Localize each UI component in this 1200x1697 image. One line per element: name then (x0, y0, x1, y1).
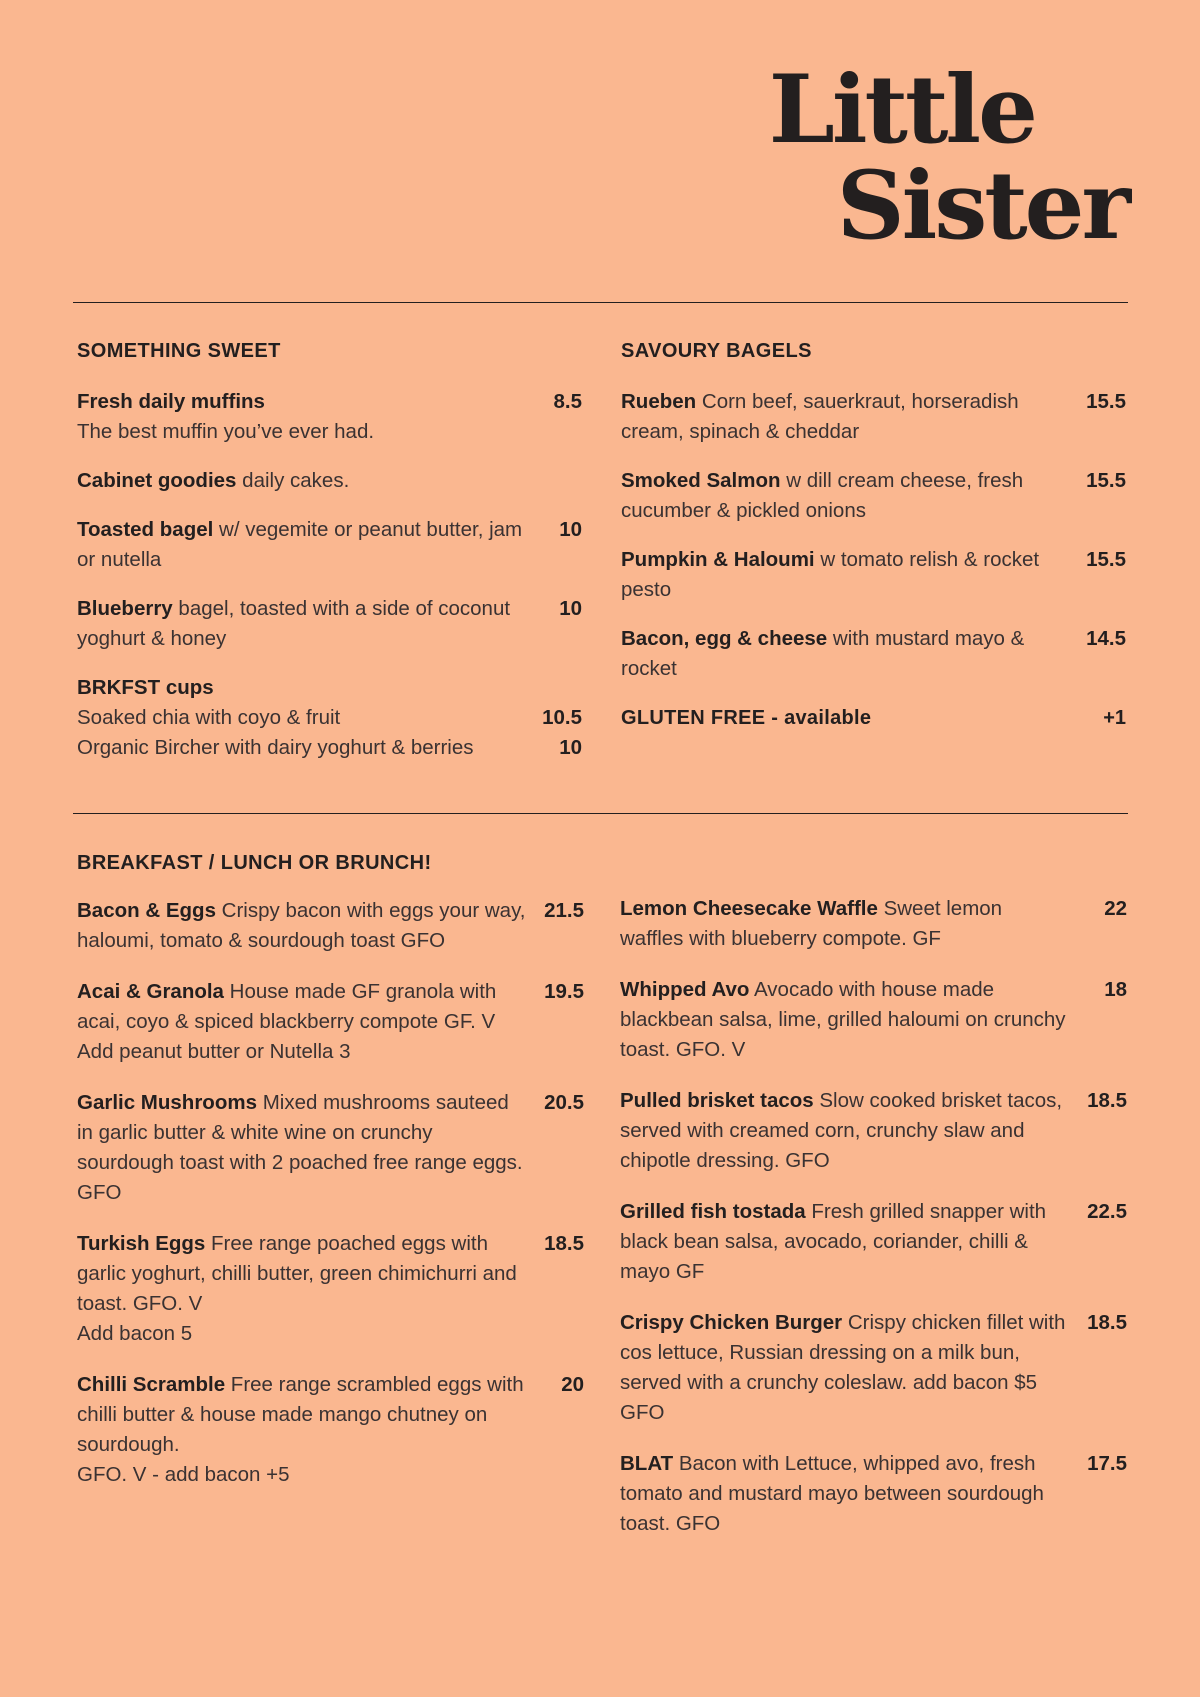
menu-item (77, 466, 582, 496)
breakfast-left-column (77, 896, 584, 1511)
item-name: Bacon, egg & cheese (621, 627, 828, 650)
item-detail: Mixed mushrooms sauteed in garlic butter & white wine on crunchy sourdough toast with 2 poached free range eggs. GFO (77, 1091, 523, 1204)
menu-item (621, 466, 1126, 526)
item-price: 18 (1104, 978, 1127, 1001)
item-name: Turkish Eggs (77, 1232, 206, 1255)
menu-item (620, 894, 1127, 954)
item-price: 18.5 (544, 1232, 584, 1255)
item-detail: Corn beef, sauerkraut, horseradish cream, spinach & cheddar (621, 390, 1019, 443)
item-name: BLAT (620, 1452, 674, 1475)
item-name: Lemon Cheesecake Waffle (620, 897, 878, 920)
item-description (77, 594, 527, 654)
item-price: 17.5 (1087, 1452, 1127, 1475)
item-name: Smoked Salmon (621, 469, 781, 492)
menu-item (77, 1229, 584, 1349)
item-description (620, 894, 1070, 954)
breakfast-right-column (620, 894, 1127, 1560)
logo-line-1: Little (768, 55, 1035, 165)
item-detail: w dill cream cheese, fresh cucumber & pickled onions (621, 469, 1024, 522)
item-detail: House made GF granola with acai, coyo & spiced blackberry compote GF. V (77, 980, 497, 1033)
item-price: 21.5 (544, 899, 584, 922)
item-detail: Free range scrambled eggs with chilli butter & house made mango chutney on sourdough. (77, 1373, 524, 1456)
item-detail: Fresh grilled snapper with black bean salsa, avocado, coriander, chilli & mayo GF (620, 1200, 1047, 1283)
menu-item (621, 387, 1126, 447)
item-price: 8.5 (553, 390, 582, 413)
item-name: Acai & Granola (77, 980, 224, 1003)
breakfast-heading: BREAKFAST / LUNCH OR BRUNCH! (77, 852, 432, 874)
item-description (77, 515, 527, 575)
item-extra: Add peanut butter or Nutella 3 (77, 1040, 351, 1063)
item-description (77, 896, 527, 956)
item-description (620, 975, 1070, 1065)
item-detail: Free range poached eggs with garlic yoghurt, chilli butter, green chimichurri and toast. GFO. V (77, 1232, 517, 1315)
menu-item (620, 1308, 1127, 1428)
menu-item (77, 594, 582, 654)
savoury-bagels-section (621, 339, 1126, 733)
divider-top (73, 302, 1128, 303)
item-extra: Add bacon 5 (77, 1322, 193, 1345)
item-description (621, 624, 1071, 684)
item-detail: with mustard mayo & rocket (621, 627, 1025, 680)
item-name: Pumpkin & Haloumi (621, 548, 815, 571)
item-description (77, 466, 527, 496)
logo-line-2: Sister (836, 151, 1128, 261)
item-name: BRKFST cups (77, 676, 214, 699)
item-name: Blueberry (77, 597, 173, 620)
item-name: Toasted bagel (77, 518, 214, 541)
item-name: Fresh daily muffins (77, 390, 265, 413)
menu-item (620, 1086, 1127, 1176)
menu-item (77, 515, 582, 575)
item-detail: Crispy bacon with eggs your way, haloumi, tomato & sourdough toast GFO (77, 899, 526, 952)
item-name: Garlic Mushrooms (77, 1091, 257, 1114)
item-price: 15.5 (1086, 390, 1126, 413)
item-name: Chilli Scramble (77, 1373, 226, 1396)
item-price: 15.5 (1086, 548, 1126, 571)
item-description (77, 1088, 527, 1208)
item-description (621, 545, 1071, 605)
item-detail: Sweet lemon waffles with blueberry compote. GF (620, 897, 1003, 950)
menu-item (77, 1088, 584, 1208)
menu-item (621, 545, 1126, 605)
item-description (621, 387, 1071, 447)
cup-option-label: Organic Bircher with dairy yoghurt & berries (77, 736, 474, 759)
logo (765, 55, 1128, 261)
section-heading: SAVOURY BAGELS (621, 340, 812, 362)
item-price: 14.5 (1086, 627, 1126, 650)
item-description (620, 1197, 1070, 1287)
item-description (77, 1229, 527, 1349)
menu-item (620, 975, 1127, 1065)
item-detail: Slow cooked brisket tacos, served with creamed corn, crunchy slaw and chipotle dressing. GFO (620, 1089, 1063, 1172)
menu-item (620, 1197, 1127, 1287)
something-sweet-section (77, 339, 582, 763)
item-price: 22 (1104, 897, 1127, 920)
menu-item (77, 977, 584, 1067)
item-name: Crispy Chicken Burger (620, 1311, 843, 1334)
gluten-free-price: +1 (1103, 707, 1126, 729)
item-detail: Crispy chicken fillet with cos lettuce, Russian dressing on a milk bun, served with a crunchy coleslaw. add bacon $5 GFO (620, 1311, 1066, 1424)
cup-option-price: 10.5 (542, 706, 582, 729)
item-price: 10 (559, 518, 582, 541)
menu-item (620, 1449, 1127, 1539)
menu-item (77, 387, 582, 447)
item-name: Rueben (621, 390, 697, 413)
item-description (77, 387, 527, 447)
item-description (620, 1308, 1070, 1428)
cup-option (77, 703, 582, 733)
item-description (77, 977, 527, 1067)
item-detail: bagel, toasted with a side of coconut yoghurt & honey (77, 597, 511, 650)
item-extra: The best muffin you’ve ever had. (77, 420, 375, 443)
item-name: Grilled fish tostada (620, 1200, 806, 1223)
item-price: 18.5 (1087, 1089, 1127, 1112)
item-detail: Bacon with Lettuce, whipped avo, fresh tomato and mustard mayo between sourdough toast. GFO (620, 1452, 1044, 1535)
menu-item (77, 1370, 584, 1490)
item-description (621, 466, 1071, 526)
item-description (77, 1370, 527, 1490)
item-price: 22.5 (1087, 1200, 1127, 1223)
brkfst-cups (77, 673, 582, 763)
item-price: 15.5 (1086, 469, 1126, 492)
divider-middle (73, 813, 1128, 814)
item-name: Cabinet goodies (77, 469, 237, 492)
gluten-free-label: GLUTEN FREE - available (621, 707, 872, 729)
cup-option-price: 10 (559, 736, 582, 759)
item-description (620, 1086, 1070, 1176)
item-name: Whipped Avo (620, 978, 750, 1001)
cup-option-label: Soaked chia with coyo & fruit (77, 706, 341, 729)
item-price: 19.5 (544, 980, 584, 1003)
item-price: 20.5 (544, 1091, 584, 1114)
section-heading: SOMETHING SWEET (77, 340, 281, 362)
item-detail: w/ vegemite or peanut butter, jam or nutella (77, 518, 523, 571)
menu-item (77, 896, 584, 956)
item-price: 20 (561, 1373, 584, 1396)
item-description (620, 1449, 1070, 1539)
item-name: Bacon & Eggs (77, 899, 216, 922)
item-detail: w tomato relish & rocket pesto (621, 548, 1040, 601)
item-price: 10 (559, 597, 582, 620)
item-detail: Avocado with house made blackbean salsa, lime, grilled haloumi on crunchy toast. GFO. V (620, 978, 1066, 1061)
cup-option (77, 733, 582, 763)
gluten-free-line (621, 703, 1126, 733)
item-price: 18.5 (1087, 1311, 1127, 1334)
item-detail: daily cakes. (236, 469, 350, 492)
item-name: Pulled brisket tacos (620, 1089, 814, 1112)
item-extra: GFO. V - add bacon +5 (77, 1463, 290, 1486)
menu-item (621, 624, 1126, 684)
